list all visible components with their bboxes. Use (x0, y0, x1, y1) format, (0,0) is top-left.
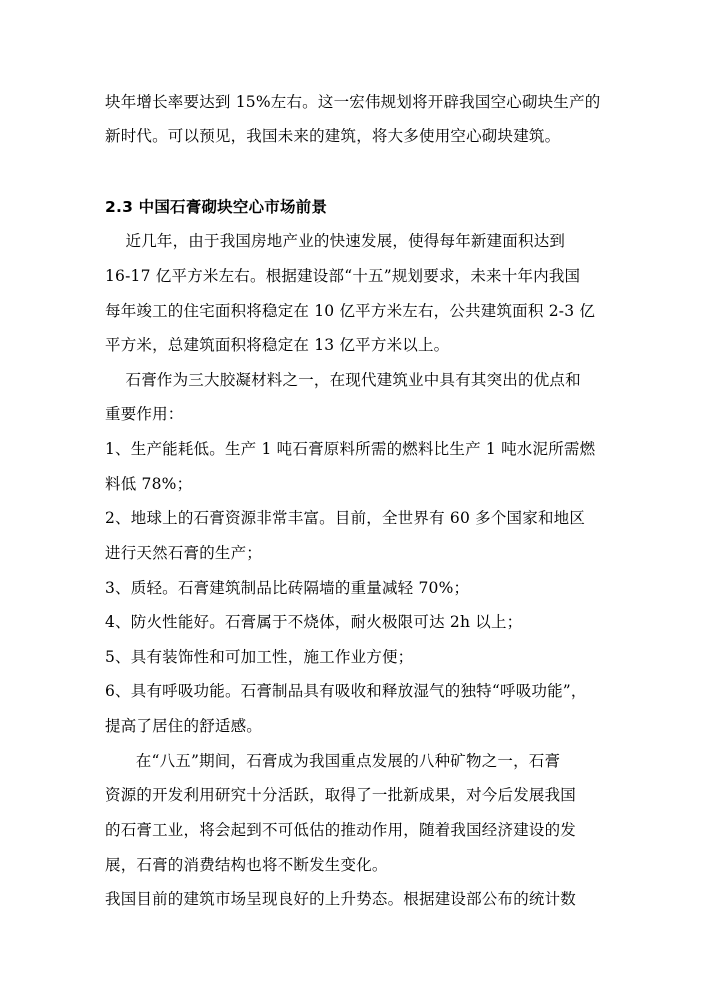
para2-line-2: 重要作用： (105, 405, 184, 423)
list-line-7: 5、具有装饰性和可加工性，施工作业方便； (105, 648, 414, 666)
para1-line-1: 近几年，由于我国房地产业的快速发展，使得每年新建面积达到 (105, 232, 566, 250)
para3-line-4: 展，石膏的消费结构也将不断发生变化。 (105, 856, 388, 874)
para1-line-3: 每年竣工的住宅面积将稳定在 10 亿平方米左右，公共建筑面积 2-3 亿 (105, 302, 596, 320)
para1-line-2: 16-17 亿平方米左右。根据建设部“十五”规划要求，未来十年内我国 (105, 267, 581, 285)
list-line-2: 料低 78%； (105, 475, 193, 493)
list-line-6: 4、防火性能好。石膏属于不烧体，耐火极限可达 2h 以上； (105, 613, 523, 631)
section-heading: 2.3 中国石膏砌块空心市场前景 (105, 198, 328, 216)
list-line-3: 2、地球上的石膏资源非常丰富。目前，全世界有 60 多个国家和地区 (105, 509, 586, 527)
list-line-8: 6、具有呼吸功能。石膏制品具有吸收和释放湿气的独特“呼吸功能”， (105, 682, 587, 700)
para3-line-2: 资源的开发利用研究十分活跃，取得了一批新成果，对今后发展我国 (105, 786, 577, 804)
para1-line-4: 平方米，总建筑面积将稳定在 13 亿平方米以上。 (105, 336, 450, 354)
list-line-1: 1、生产能耗低。生产 1 吨石膏原料所需的燃料比生产 1 吨水泥所需燃 (105, 440, 596, 458)
intro-line-1: 块年增长率要达到 15%左右。这一宏伟规划将开辟我国空心砌块生产的 (105, 93, 601, 111)
para3-line-3: 的石膏工业，将会起到不可低估的推动作用，随着我国经济建设的发 (105, 821, 577, 839)
list-line-4: 进行天然石膏的生产； (105, 544, 263, 562)
para4-line-1: 我国目前的建筑市场呈现良好的上升势态。根据建设部公布的统计数 (105, 890, 577, 908)
para3-line-1: 在“八五”期间，石膏成为我国重点发展的八种矿物之一，石膏 (105, 752, 561, 770)
intro-line-2: 新时代。可以预见，我国未来的建筑，将大多使用空心砌块建筑。 (105, 127, 561, 145)
list-line-9: 提高了居住的舒适感。 (105, 717, 263, 735)
list-line-5: 3、质轻。石膏建筑制品比砖隔墙的重量减轻 70%； (105, 579, 470, 597)
para2-line-1: 石膏作为三大胶凝材料之一，在现代建筑业中具有其突出的优点和 (105, 371, 581, 389)
